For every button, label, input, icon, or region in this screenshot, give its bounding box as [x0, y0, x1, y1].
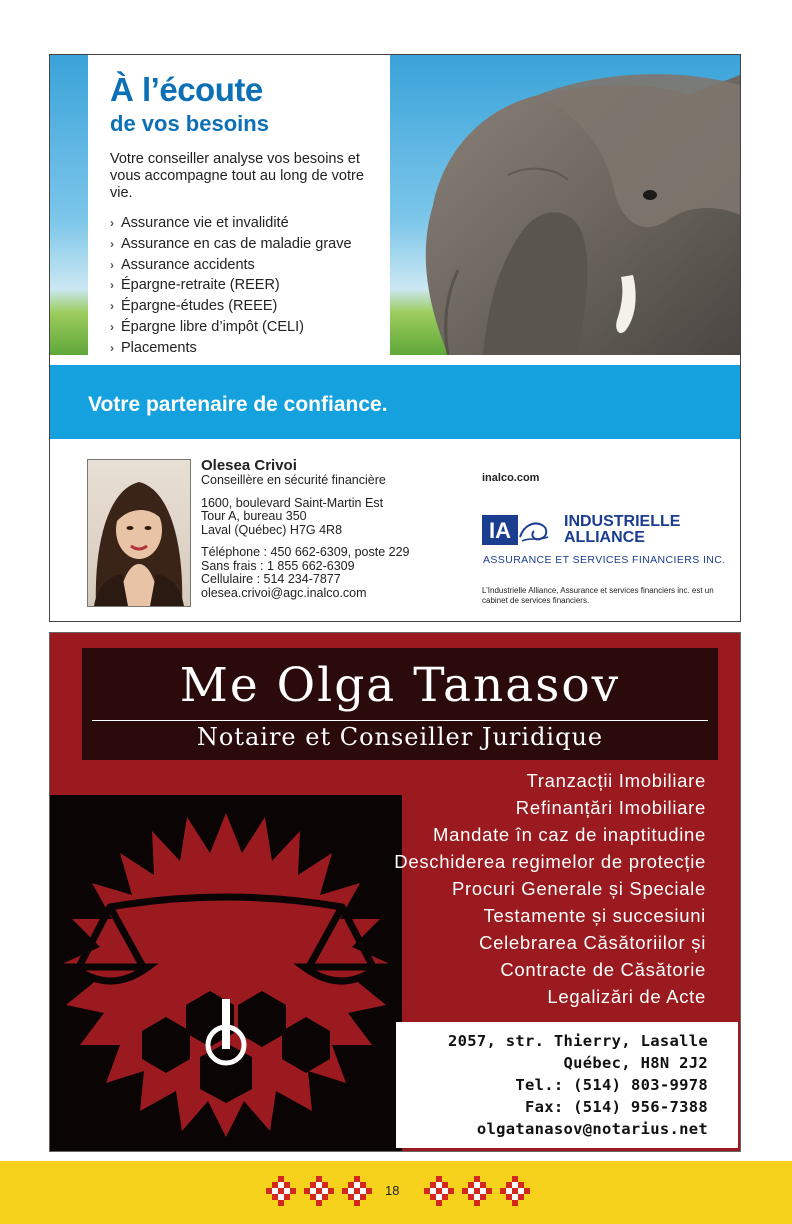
list-item: › Épargne-retraite (REER): [110, 277, 280, 294]
phone: Téléphone : 450 662-6309, poste 229: [201, 545, 410, 559]
notary-advertisement: [49, 632, 741, 1152]
address-line: Laval (Québec) H7G 4R8: [201, 522, 343, 537]
address-line: Tour A, bureau 350: [201, 509, 307, 523]
ad-copy-panel: [88, 55, 390, 357]
tagline: Votre partenaire de confiance.: [88, 393, 388, 416]
email: olgatanasov@notarius.net: [476, 1120, 708, 1138]
insurance-advertisement: [49, 54, 741, 622]
scales-of-justice-icon: [50, 795, 402, 1151]
list-item: Celebrarea Căsătoriilor și: [479, 932, 706, 953]
cell-phone: Cellulaire : 514 234-7877: [201, 572, 341, 586]
telephone: Tel.: (514) 803-9978: [515, 1076, 708, 1094]
product-list: [110, 213, 352, 359]
chevron-right-icon: ›: [110, 257, 114, 272]
ia-logo-icon: [482, 515, 550, 545]
advisor-name: Olesea Crivoi: [201, 457, 297, 474]
page-number: 18: [385, 1183, 400, 1198]
embroidery-diamond-icon: [304, 1176, 334, 1206]
notary-title: Notaire et Conseiller Juridique: [196, 723, 604, 751]
list-item: › Placements: [110, 339, 197, 356]
embroidery-diamond-icon: [500, 1176, 530, 1206]
city-postal: Québec, H8N 2J2: [563, 1054, 708, 1072]
list-item: Mandate în caz de inaptitudine: [433, 824, 706, 845]
portrait-icon: [88, 460, 190, 606]
list-item: Legalizări de Acte: [547, 986, 706, 1007]
embroidery-diamond-icon: [266, 1176, 296, 1206]
title-panel: [82, 648, 718, 760]
address-line: 1600, boulevard Saint-Martin Est: [201, 495, 384, 510]
notary-contact-box: [396, 1022, 738, 1148]
list-item: › Épargne-études (REEE): [110, 298, 278, 315]
street-address: 2057, str. Thierry, Lasalle: [447, 1032, 708, 1050]
logo-subline: ASSURANCE ET SERVICES FINANCIERS INC.: [483, 554, 726, 566]
page-footer: [0, 1161, 792, 1224]
intro-text: Votre conseiller analyse vos besoins et vous accompagne tout au long de votre vie.: [110, 151, 364, 201]
chevron-right-icon: ›: [110, 340, 114, 355]
logo-line-1: INDUSTRIELLE: [564, 513, 681, 530]
list-item: › Assurance en cas de maladie grave: [110, 235, 352, 252]
list-item: › Épargne libre d’impôt (CELI): [110, 318, 304, 335]
list-item: Contracte de Căsătorie: [500, 959, 706, 980]
list-item: › Assurance vie et invalidité: [110, 215, 289, 231]
chevron-right-icon: ›: [110, 216, 114, 230]
tagline-banner: [50, 365, 740, 439]
notary-name: Me Olga Tanasov: [179, 658, 621, 713]
headline: À l’écoute: [110, 71, 263, 108]
logo-line-2: ALLIANCE: [564, 529, 645, 546]
industrielle-alliance-logo: [482, 511, 726, 571]
embroidery-diamond-icon: [424, 1176, 454, 1206]
elephant-image: [388, 55, 740, 355]
list-item: › Assurance accidents: [110, 256, 255, 273]
chevron-right-icon: ›: [110, 278, 114, 293]
services-list: [394, 767, 706, 1010]
advisor-role: Conseillère en sécurité financière: [201, 473, 386, 487]
embroidery-diamond-icon: [462, 1176, 492, 1206]
toll-free: Sans frais : 1 855 662-6309: [201, 558, 355, 573]
list-item: Procuri Generale și Speciale: [451, 878, 706, 899]
list-item: Refinanțări Imobiliare: [515, 797, 706, 818]
divider: [92, 720, 708, 721]
subheadline: de vos besoins: [110, 111, 269, 136]
fax: Fax: (514) 956-7388: [524, 1098, 708, 1116]
email: olesea.crivoi@agc.inalco.com: [201, 585, 367, 600]
chevron-right-icon: ›: [110, 236, 114, 251]
advisor-contact: [201, 457, 410, 600]
list-item: Deschiderea regimelor de protecție: [394, 851, 706, 872]
website: inalco.com: [482, 472, 540, 484]
advisor-photo: [87, 459, 191, 607]
svg-text:IA: IA: [489, 518, 511, 543]
chevron-right-icon: ›: [110, 299, 114, 314]
list-item: Tranzacții Imobiliare: [526, 770, 706, 791]
chevron-right-icon: ›: [110, 319, 114, 334]
embroidery-diamond-icon: [342, 1176, 372, 1206]
disclaimer: L’Industrielle Alliance, Assurance et services financiers inc. est un cabinet de services financiers.: [482, 586, 714, 605]
list-item: Testamente și succesiuni: [483, 905, 706, 926]
